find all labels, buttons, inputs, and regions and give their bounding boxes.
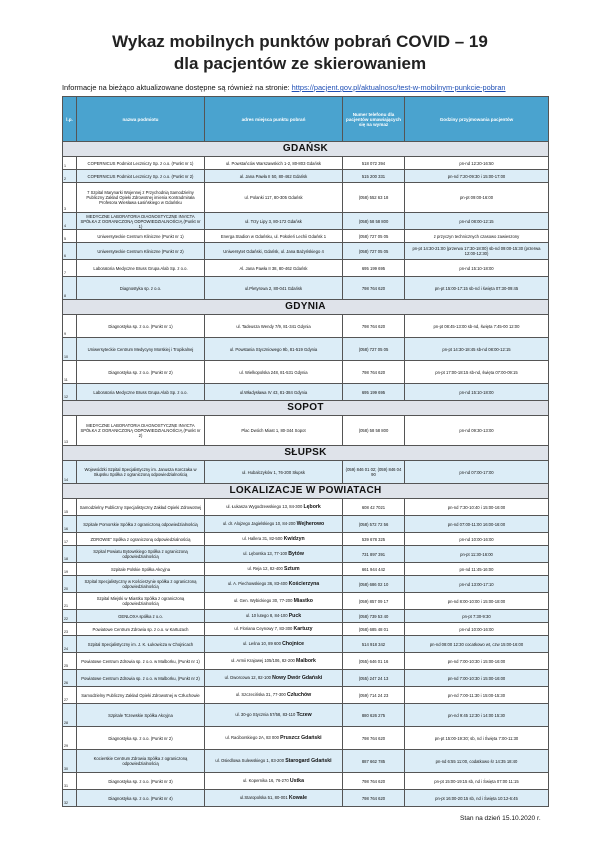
row-address: Plac Dwóch Miast 1, 80-344 Sopot	[205, 416, 343, 446]
row-address-street: ul. Dworcowa 12, 82-100	[224, 675, 273, 680]
info-text: Informacje na bieżąco aktualizowane dostępne są również na stronie:	[62, 83, 292, 92]
row-hours: pn-pt 09:00-16:00	[405, 183, 549, 213]
row-phone: (058) 552 63 18	[343, 183, 405, 213]
row-hours: pn-nd 15:10-18:00	[405, 260, 549, 277]
row-address-town: Kowale	[288, 795, 308, 801]
row-address	[205, 623, 343, 636]
row-hours: pn-pt 11:30-16:00	[405, 546, 549, 563]
row-hours: pn-nd 13:00-17:10	[405, 576, 549, 593]
table-row	[63, 260, 549, 277]
row-phone: 695 199 695	[343, 384, 405, 401]
row-address	[205, 563, 343, 576]
row-lp: 5	[63, 230, 77, 243]
row-hours: pn-pt 15:00-17:15 sb-nd i święta 07:30-09:45	[405, 277, 549, 300]
row-name: Diagnostyka sp. z o.o. (Punkt nr 4)	[77, 790, 205, 807]
row-address-town: Człuchów	[287, 692, 312, 698]
section-powiaty: LOKALIZACJE W POWIATACH	[63, 484, 549, 499]
table-row	[63, 773, 549, 790]
row-name: Szpitale Polskie Spółka Akcyjna	[77, 563, 205, 576]
table-row	[63, 790, 549, 807]
table-row	[63, 183, 549, 213]
row-address-town: Kościerzyna	[288, 581, 320, 587]
table-row	[63, 170, 549, 183]
row-lp: 23	[63, 623, 77, 636]
row-name: Szpitale Tczewskie Spółka Akcyjna	[77, 704, 205, 727]
row-lp: 28	[63, 704, 77, 727]
row-lp: 15	[63, 499, 77, 516]
row-hours: pn-pt 17:00-18:15 sb-nd, święta 07:00-09:15	[405, 361, 549, 384]
row-hours: pn-nd 7:00-10:30 i 15:00-16:00	[405, 670, 549, 687]
row-address-street: ul. Szczecińska 31, 77-300	[235, 692, 287, 697]
row-lp: 31	[63, 773, 77, 790]
row-lp: 25	[63, 653, 77, 670]
row-phone: 515 200 331	[343, 170, 405, 183]
table-row	[63, 636, 549, 653]
table-row	[63, 416, 549, 446]
row-lp: 2	[63, 170, 77, 183]
row-address-town: Lębork	[303, 504, 321, 510]
row-lp: 8	[63, 277, 77, 300]
row-name: 7 Szpital Marynarki Wojennej z Przychodnią Samodzielny Publiczny Zakład Opieki Zdrowotnej imienia Kontradmirała Profesora Wiesława Łasińskiego w Gdańsku	[77, 183, 205, 213]
row-address-town: Bytów	[288, 551, 304, 557]
row-phone: (058) 727 05 05	[343, 338, 405, 361]
table-row	[63, 670, 549, 687]
row-address-street: ul. dr. Alojzego Jagielskiego 10, 84-200	[222, 521, 297, 526]
row-address: ul. Polanki 117, 80-305 Gdańsk	[205, 183, 343, 213]
row-hours: pn-nd 9:45 12:30 i 14:00 15:30	[405, 704, 549, 727]
row-hours: pn-pt 08:45-13:00 sb-nd, święta 7:45-00 12:00	[405, 315, 549, 338]
row-name: MEDYCZNE LABORATORIA DIAGNOSTYCZNE INVICTA SPÓŁKA Z OGRANICZONĄ ODPOWIEDZIALNOŚCIĄ (Punkt nr 2)	[77, 416, 205, 446]
row-name: Samodzielny Publiczny Zakład Opieki Zdrowotnej w Człuchowie	[77, 687, 205, 704]
row-hours: pn-pt 16:00-20:15 sb, nd i Święta 10:12-6:45	[405, 790, 549, 807]
row-address-town: Puck	[288, 613, 302, 619]
row-name: GENLOXA spółka z o.o.	[77, 610, 205, 623]
row-address	[205, 687, 343, 704]
row-address	[205, 790, 343, 807]
info-link[interactable]: https://pacjent.gov.pl/aktualnosc/test-w-mobilnym-punkcie-pobran	[291, 83, 506, 92]
row-name: Powiatowe Centrum Zdrowia sp. z o.o. w Malborku, (Punkt nr 1)	[77, 653, 205, 670]
row-address: ul. Trzy Lipy 3, 80-172 Gdańsk	[205, 213, 343, 230]
row-address-street: ul. Floriana Ceynowy 7, 83-300	[234, 626, 294, 631]
row-hours: pn-nd 07:00-17:00	[405, 461, 549, 484]
row-address: ul. Powstańców Warszawskich 1-2, 80-803 Gdańsk	[205, 157, 343, 170]
row-lp: 29	[63, 727, 77, 750]
table-row	[63, 243, 549, 260]
row-address: ul. Wielkopolska 248, 81-531 Gdynia	[205, 361, 343, 384]
row-address	[205, 610, 343, 623]
row-address	[205, 546, 343, 563]
header-lp: l.p.	[63, 97, 77, 142]
row-phone: 798 764 620	[343, 727, 405, 750]
row-phone: (058) 727 05 05	[343, 230, 405, 243]
table-row	[63, 750, 549, 773]
row-phone: 798 764 620	[343, 790, 405, 807]
row-address-street: ul. Kopernika 16, 76-270	[243, 778, 290, 783]
row-name: Wojewódzki Szpital Specjalistyczny im. Janusza Korczaka w Słupsku Spółka z ograniczoną odpowiedzialnością	[77, 461, 205, 484]
row-phone: 518 072 394	[343, 157, 405, 170]
row-phone: 608 42 7021	[343, 499, 405, 516]
row-name: Uniwersyteckie Centrum Kliniczne (Punkt nr 2)	[77, 243, 205, 260]
row-name: Szpital Specjalistyczny w Kościerzynie spółka z ograniczoną odpowiedzialnością	[77, 576, 205, 593]
row-hours: pn-nd 08:00 12:30 cocatkowo wt, czw 15:00-16:00	[405, 636, 549, 653]
table-row	[63, 593, 549, 610]
row-lp: 21	[63, 593, 77, 610]
row-name: Laboratoria Medyczne Bruss Grupa Alab Sp. z o.o.	[77, 260, 205, 277]
row-lp: 20	[63, 576, 77, 593]
row-lp: 26	[63, 670, 77, 687]
page-title-line1: Wykaz mobilnych punktów pobrań COVID – 19	[112, 32, 488, 51]
table-row	[63, 653, 549, 670]
row-address	[205, 704, 343, 727]
row-name: Samodzielny Publiczny Specjalistyczny Zakład Opieki Zdrowotnej	[77, 499, 205, 516]
table-row	[63, 563, 549, 576]
row-name: COPERNICUS Podmiot Leczniczy Sp. z o.o. (Punkt nr 2)	[77, 170, 205, 183]
row-address-street: ul. Lęborska 13, 77-100	[243, 551, 289, 556]
row-name: Diagnostyka sp. z o.o. (Punkt nr 1)	[77, 315, 205, 338]
row-hours: pn-nd 07:00-11:00 16:00-16:00	[405, 516, 549, 533]
row-lp: 9	[63, 315, 77, 338]
row-name: Uniwersyteckie Centrum Kliniczne (Punkt nr 1)	[77, 230, 205, 243]
row-hours: pn-pt 15:00-19:15 sb, nd i Święta 07:00 11:15	[405, 773, 549, 790]
row-hours: pn-nd 8:00-10:00 i 15:00-18:00	[405, 593, 549, 610]
row-address-town: Kwidzyn	[283, 536, 305, 542]
row-lp: 22	[63, 610, 77, 623]
info-line	[62, 83, 592, 92]
row-lp: 24	[63, 636, 77, 653]
row-hours: pn-nd 7:30-10:40 i 15:00-16:00	[405, 499, 549, 516]
row-phone: 514 918 342	[343, 636, 405, 653]
row-address-street: ul. Reja 12, 82-400	[247, 566, 284, 571]
row-name: Szpital Specjalistyczny im. J. K. Łukowicza w Chojnicach	[77, 636, 205, 653]
row-hours: pn-nd 7:20-09:30 i 15:00-17:00	[405, 170, 549, 183]
row-address-town: Pruszcz Gdański	[280, 735, 322, 741]
row-phone: 887 662 785	[343, 750, 405, 773]
row-lp: 19	[63, 563, 77, 576]
row-lp: 14	[63, 461, 77, 484]
row-name: Diagnostyka sp. z o.o. (Punkt nr 2)	[77, 727, 205, 750]
row-address-street: ul. 30-go Stycznia 57/58, 83-110	[235, 712, 297, 717]
row-address	[205, 750, 343, 773]
row-name: Laboratoria Medyczne Bruss Grupa Alab Sp. z o.o.	[77, 384, 205, 401]
table-row	[63, 213, 549, 230]
row-lp: 1	[63, 157, 77, 170]
row-phone: (058) 58 58 800	[343, 416, 405, 446]
row-address: ul. Hubalczyków 1, 76-200 Słupsk	[205, 461, 343, 484]
row-phone: 539 678 325	[343, 533, 405, 546]
row-address: ul. Tadeusza Wendy 7/9, 81-341 Gdynia	[205, 315, 343, 338]
table-row	[63, 277, 549, 300]
row-hours: pn-nd 10:00-16:00	[405, 623, 549, 636]
footer-date: Stan na dzień 15.10.2020 r.	[460, 815, 541, 822]
row-phone: 661 944 442	[343, 563, 405, 576]
row-lp: 3	[63, 183, 77, 213]
row-phone: 798 764 620	[343, 315, 405, 338]
row-address-town: Kartuzy	[293, 626, 313, 632]
row-phone: 695 199 695	[343, 260, 405, 277]
table-row	[63, 623, 549, 636]
row-name: Powiatowe Centrum Zdrowia sp. z o.o. w Malborku, (Punkt nr 2)	[77, 670, 205, 687]
row-address	[205, 670, 343, 687]
row-name: Kocierskie Centrum Zdrowia Spółka z ograniczoną odpowiedzialnością	[77, 750, 205, 773]
row-name: Diagnostyka sp. z o.o. (Punkt nr 3)	[77, 773, 205, 790]
row-address	[205, 636, 343, 653]
row-address-town: Tczew	[296, 712, 312, 718]
row-address-street: ul.Staropolska 51, 80-001	[239, 795, 289, 800]
table-row	[63, 546, 549, 563]
row-hours: pn-nd 15:10-18:00	[405, 384, 549, 401]
row-address: ul.Władysława IV 43, 81-384 Gdynia	[205, 384, 343, 401]
row-address-street: ul. A. Piechowskiego 36, 83-400	[227, 581, 289, 586]
table-row	[63, 533, 549, 546]
table-row	[63, 338, 549, 361]
row-address-street: ul. Łukasza Wygodzewskiego 13, 84-300	[226, 504, 304, 509]
row-hours: pn-pt 7:30-9:30	[405, 610, 549, 623]
row-lp: 30	[63, 750, 77, 773]
row-name: Szpital Powiatu Bytowskiego Spółka z ograniczoną odpowiedzialnością	[77, 546, 205, 563]
row-address-town: Malbork	[296, 658, 316, 664]
row-phone: (058) 58 58 800	[343, 213, 405, 230]
row-hours: pn-nd 09:30-13:00	[405, 416, 549, 446]
header-hours: Godziny przyjmowania pacjentów	[405, 97, 549, 142]
row-name: ZDROWIE" Spółka z ograniczoną odpowiedzialnością	[77, 533, 205, 546]
row-hours: pn-nd 10:00-16:00	[405, 533, 549, 546]
row-lp: 13	[63, 416, 77, 446]
section-gdynia: GDYNIA	[63, 300, 549, 315]
section-slupsk: SŁUPSK	[63, 446, 549, 461]
row-phone: (058) 686 02 10	[343, 576, 405, 593]
row-hours: pn-nd 6:55 11:00, codatkowo śr 14:35 18:40	[405, 750, 549, 773]
table-row	[63, 516, 549, 533]
row-phone: (058) 739 53 40	[343, 610, 405, 623]
section-gdansk: GDAŃSK	[63, 142, 549, 157]
row-name: Diagnostyka sp. z o.o.	[77, 277, 205, 300]
table-row	[63, 576, 549, 593]
row-name: COPERNICUS Podmiot Leczniczy Sp. z o.o. (Punkt nr 1)	[77, 157, 205, 170]
table-row	[63, 230, 549, 243]
row-name: Szpitale Pomorskie Spółka z ograniczoną odpowiedzialnością	[77, 516, 205, 533]
row-hours: pn-nd 7:00-10:30 i 15:00-16:00	[405, 653, 549, 670]
row-phone: (055) 247 24 13	[343, 670, 405, 687]
row-phone: 798 764 620	[343, 361, 405, 384]
row-name: Powiatowe Centrum Zdrowia sp. z o.o. w Kartuzach	[77, 623, 205, 636]
row-address	[205, 773, 343, 790]
row-address: Energa Stadion w Gdańsku, ul. Pokoleń Lechii Gdańsk 1	[205, 230, 343, 243]
row-phone: (059) 714 24 23	[343, 687, 405, 704]
row-phone: 731 897 391	[343, 546, 405, 563]
row-address	[205, 533, 343, 546]
row-address-town: Miastko	[293, 598, 313, 604]
row-address-street: ul. Raciborskiego 2A, 83 000	[225, 735, 281, 740]
table-row	[63, 610, 549, 623]
table-row	[63, 361, 549, 384]
row-hours: pn-nd 11:45-16:00	[405, 563, 549, 576]
table-row	[63, 157, 549, 170]
row-address	[205, 576, 343, 593]
row-address	[205, 593, 343, 610]
row-address-town: Wejherowo	[296, 521, 325, 527]
row-hours: pn-nd 7:00-11:30 i 15:00-15:30	[405, 687, 549, 704]
row-address: Uniwersytet Gdański, Gdańsk, ul. Jana Bażyńskiego 4	[205, 243, 343, 260]
row-hours: pn-pt 14:30-18:45 sb-nd 08:00-12:15	[405, 338, 549, 361]
row-phone: (058) 572 72 56	[343, 516, 405, 533]
table-row	[63, 704, 549, 727]
table-row	[63, 687, 549, 704]
row-lp: 7	[63, 260, 77, 277]
row-address-street: ul. 10 lutego 8, 84-100	[245, 613, 289, 618]
collection-points-table	[62, 96, 549, 807]
header-phone: Numer telefonu dla pacjentów umawiających się na wymaz	[343, 97, 405, 142]
row-address: ul.Pletyrowa 2, 80-041 Gdańsk	[205, 277, 343, 300]
row-lp: 32	[63, 790, 77, 807]
row-address: ul. Powstania Styczniowego 9b, 81-519 Gdynia	[205, 338, 343, 361]
row-address: al. Jana Pawła II 50, 80-462 Gdańsk	[205, 170, 343, 183]
page-title-line2: dla pacjentów ze skierowaniem	[173, 54, 427, 73]
row-name: MEDYCZNE LABORATORIA DIAGNOSTYCZNE INVICTA SPÓŁKA Z OGRANICZONĄ ODPOWIEDZIALNOŚCIĄ (Punkt nr 1)	[77, 213, 205, 230]
header-name: nazwa podmiotu	[77, 97, 205, 142]
table-row	[63, 499, 549, 516]
row-phone: (055) 646 01 16	[343, 653, 405, 670]
row-phone: (059) 846 01 02; (059) 846 04 90	[343, 461, 405, 484]
table-row	[63, 727, 549, 750]
row-address	[205, 653, 343, 670]
row-address: Al. Jana Pawła II 38, 80-462 Gdańsk	[205, 260, 343, 277]
row-address-town: Chojnice	[282, 641, 305, 647]
row-address	[205, 499, 343, 516]
row-address-street: ul. Armii Krajowej 105/106, 82-200	[231, 658, 297, 663]
header-address: adres miejsca punktu pobrań	[205, 97, 343, 142]
row-lp: 16	[63, 516, 77, 533]
table-row	[63, 384, 549, 401]
row-lp: 4	[63, 213, 77, 230]
row-hours: pn-pt 14:30-21:00 (przerwa 17:30-18:00) sb-nd 09:00-15:30 (przerwa 12:00-12:30)	[405, 243, 549, 260]
section-sopot: SOPOT	[63, 401, 549, 416]
row-name: Szpital Miejski w Miastku Spółka z ograniczoną odpowiedzialnością	[77, 593, 205, 610]
row-lp: 18	[63, 546, 77, 563]
row-address-town: Starogard Gdański	[285, 758, 332, 764]
row-address-town: Ustka	[289, 778, 304, 784]
row-phone: 798 764 620	[343, 277, 405, 300]
row-lp: 10	[63, 338, 77, 361]
row-name: Uniwersyteckie Centrum Medycyny Morskiej i Tropikalnej	[77, 338, 205, 361]
row-address-street: ul. Hallera 31, 82-500	[242, 536, 284, 541]
row-phone: (059) 857 09 17	[343, 593, 405, 610]
row-hours: z przyczyn technicznych czasowo zawieszony	[405, 230, 549, 243]
row-address-town: Sztum	[284, 566, 300, 572]
row-address-street: ul. Osiedlowa Sulewskiego 1, 83-200	[215, 758, 286, 763]
row-hours: pn-pt 15:00-19:30; sb, nd i Święta 7:00-11:30	[405, 727, 549, 750]
row-address	[205, 516, 343, 533]
row-hours: pn-nd 12:20-16:50	[405, 157, 549, 170]
row-address-town: Nowy Dwór Gdański	[272, 675, 323, 681]
row-lp: 11	[63, 361, 77, 384]
row-address-street: ul. Leśna 10, 89 600	[242, 641, 283, 646]
row-address-street: ul. Gen. Wybickiego 30, 77-200	[234, 598, 294, 603]
row-phone: (058) 685 48 01	[343, 623, 405, 636]
row-lp: 6	[63, 243, 77, 260]
row-lp: 17	[63, 533, 77, 546]
row-phone: (058) 727 05 05	[343, 243, 405, 260]
row-lp: 27	[63, 687, 77, 704]
table-row	[63, 461, 549, 484]
row-lp: 12	[63, 384, 77, 401]
row-address	[205, 727, 343, 750]
row-phone: 798 764 620	[343, 773, 405, 790]
row-phone: 880 626 275	[343, 704, 405, 727]
row-hours: pn-nd 08:00-12:15	[405, 213, 549, 230]
row-name: Diagnostyka sp. z o.o. (Punkt nr 2)	[77, 361, 205, 384]
table-row	[63, 315, 549, 338]
